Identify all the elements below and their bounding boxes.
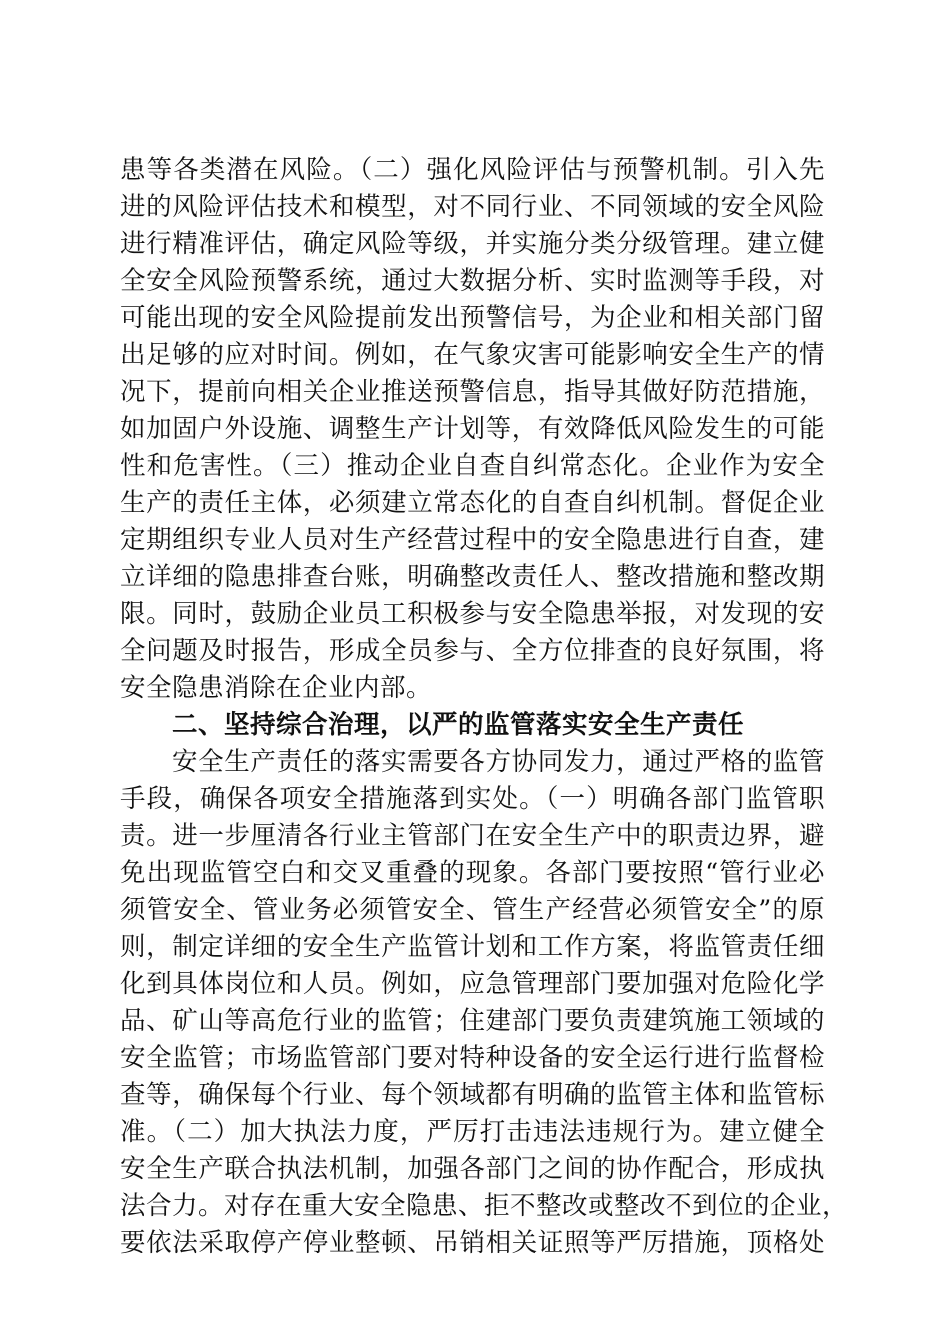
text-line: 进行精准评估，确定风险等级，并实施分类分级管理。建立健: [120, 229, 825, 259]
text-line: 须管安全、管业务必须管安全、管生产经营必须管安全”的原: [120, 895, 825, 925]
text-line: 法合力。对存在重大安全隐患、拒不整改或整改不到位的企业，: [120, 1191, 849, 1221]
text-line: 患等各类潜在风险。（二）强化风险评估与预警机制。引入先: [120, 155, 825, 185]
text-line: 安全监管；市场监管部门要对特种设备的安全运行进行监督检: [120, 1043, 825, 1073]
text-line: 化到具体岗位和人员。例如，应急管理部门要加强对危险化学: [120, 969, 825, 999]
text-line: 准。（二）加大执法力度，严厉打击违法违规行为。建立健全: [120, 1117, 825, 1147]
text-line: 生产的责任主体，必须建立常态化的自查自纠机制。督促企业: [120, 488, 825, 518]
text-line: 如加固户外设施、调整生产计划等，有效降低风险发生的可能: [120, 414, 825, 444]
text-line: 查等，确保每个行业、每个领域都有明确的监管主体和监管标: [120, 1080, 825, 1110]
text-line: 免出现监管空白和交叉重叠的现象。各部门要按照“管行业必: [120, 858, 825, 888]
text-line: 品、矿山等高危行业的监管；住建部门要负责建筑施工领域的: [120, 1006, 825, 1036]
text-line: 则，制定详细的安全生产监管计划和工作方案，将监管责任细: [120, 932, 825, 962]
text-line: 责。进一步厘清各行业主管部门在安全生产中的职责边界，避: [120, 821, 825, 851]
section-heading: 二、坚持综合治理，以严的监管落实安全生产责任: [172, 710, 745, 740]
text-line: 全安全风险预警系统，通过大数据分析、实时监测等手段，对: [120, 266, 825, 296]
text-line: 手段，确保各项安全措施落到实处。（一）明确各部门监管职: [120, 784, 825, 814]
text-line: 全问题及时报告，形成全员参与、全方位排查的良好氛围，将: [120, 636, 825, 666]
text-line: 出足够的应对时间。例如，在气象灾害可能影响安全生产的情: [120, 340, 825, 370]
text-line: 安全生产责任的落实需要各方协同发力，通过严格的监管: [172, 747, 825, 777]
text-line: 要依法采取停产停业整顿、吊销相关证照等严厉措施，顶格处: [120, 1228, 825, 1258]
text-line: 定期组织专业人员对生产经营过程中的安全隐患进行自查，建: [120, 525, 825, 555]
text-line: 可能出现的安全风险提前发出预警信号，为企业和相关部门留: [120, 303, 825, 333]
text-line: 性和危害性。（三）推动企业自查自纠常态化。企业作为安全: [120, 451, 825, 481]
text-line: 安全生产联合执法机制，加强各部门之间的协作配合，形成执: [120, 1154, 825, 1184]
text-line: 立详细的隐患排查台账，明确整改责任人、整改措施和整改期: [120, 562, 825, 592]
text-line: 况下，提前向相关企业推送预警信息，指导其做好防范措施，: [120, 377, 825, 407]
text-line: 进的风险评估技术和模型，对不同行业、不同领域的安全风险: [120, 192, 825, 222]
text-line: 安全隐患消除在企业内部。: [120, 673, 433, 703]
text-line: 限。同时，鼓励企业员工积极参与安全隐患举报，对发现的安: [120, 599, 825, 629]
